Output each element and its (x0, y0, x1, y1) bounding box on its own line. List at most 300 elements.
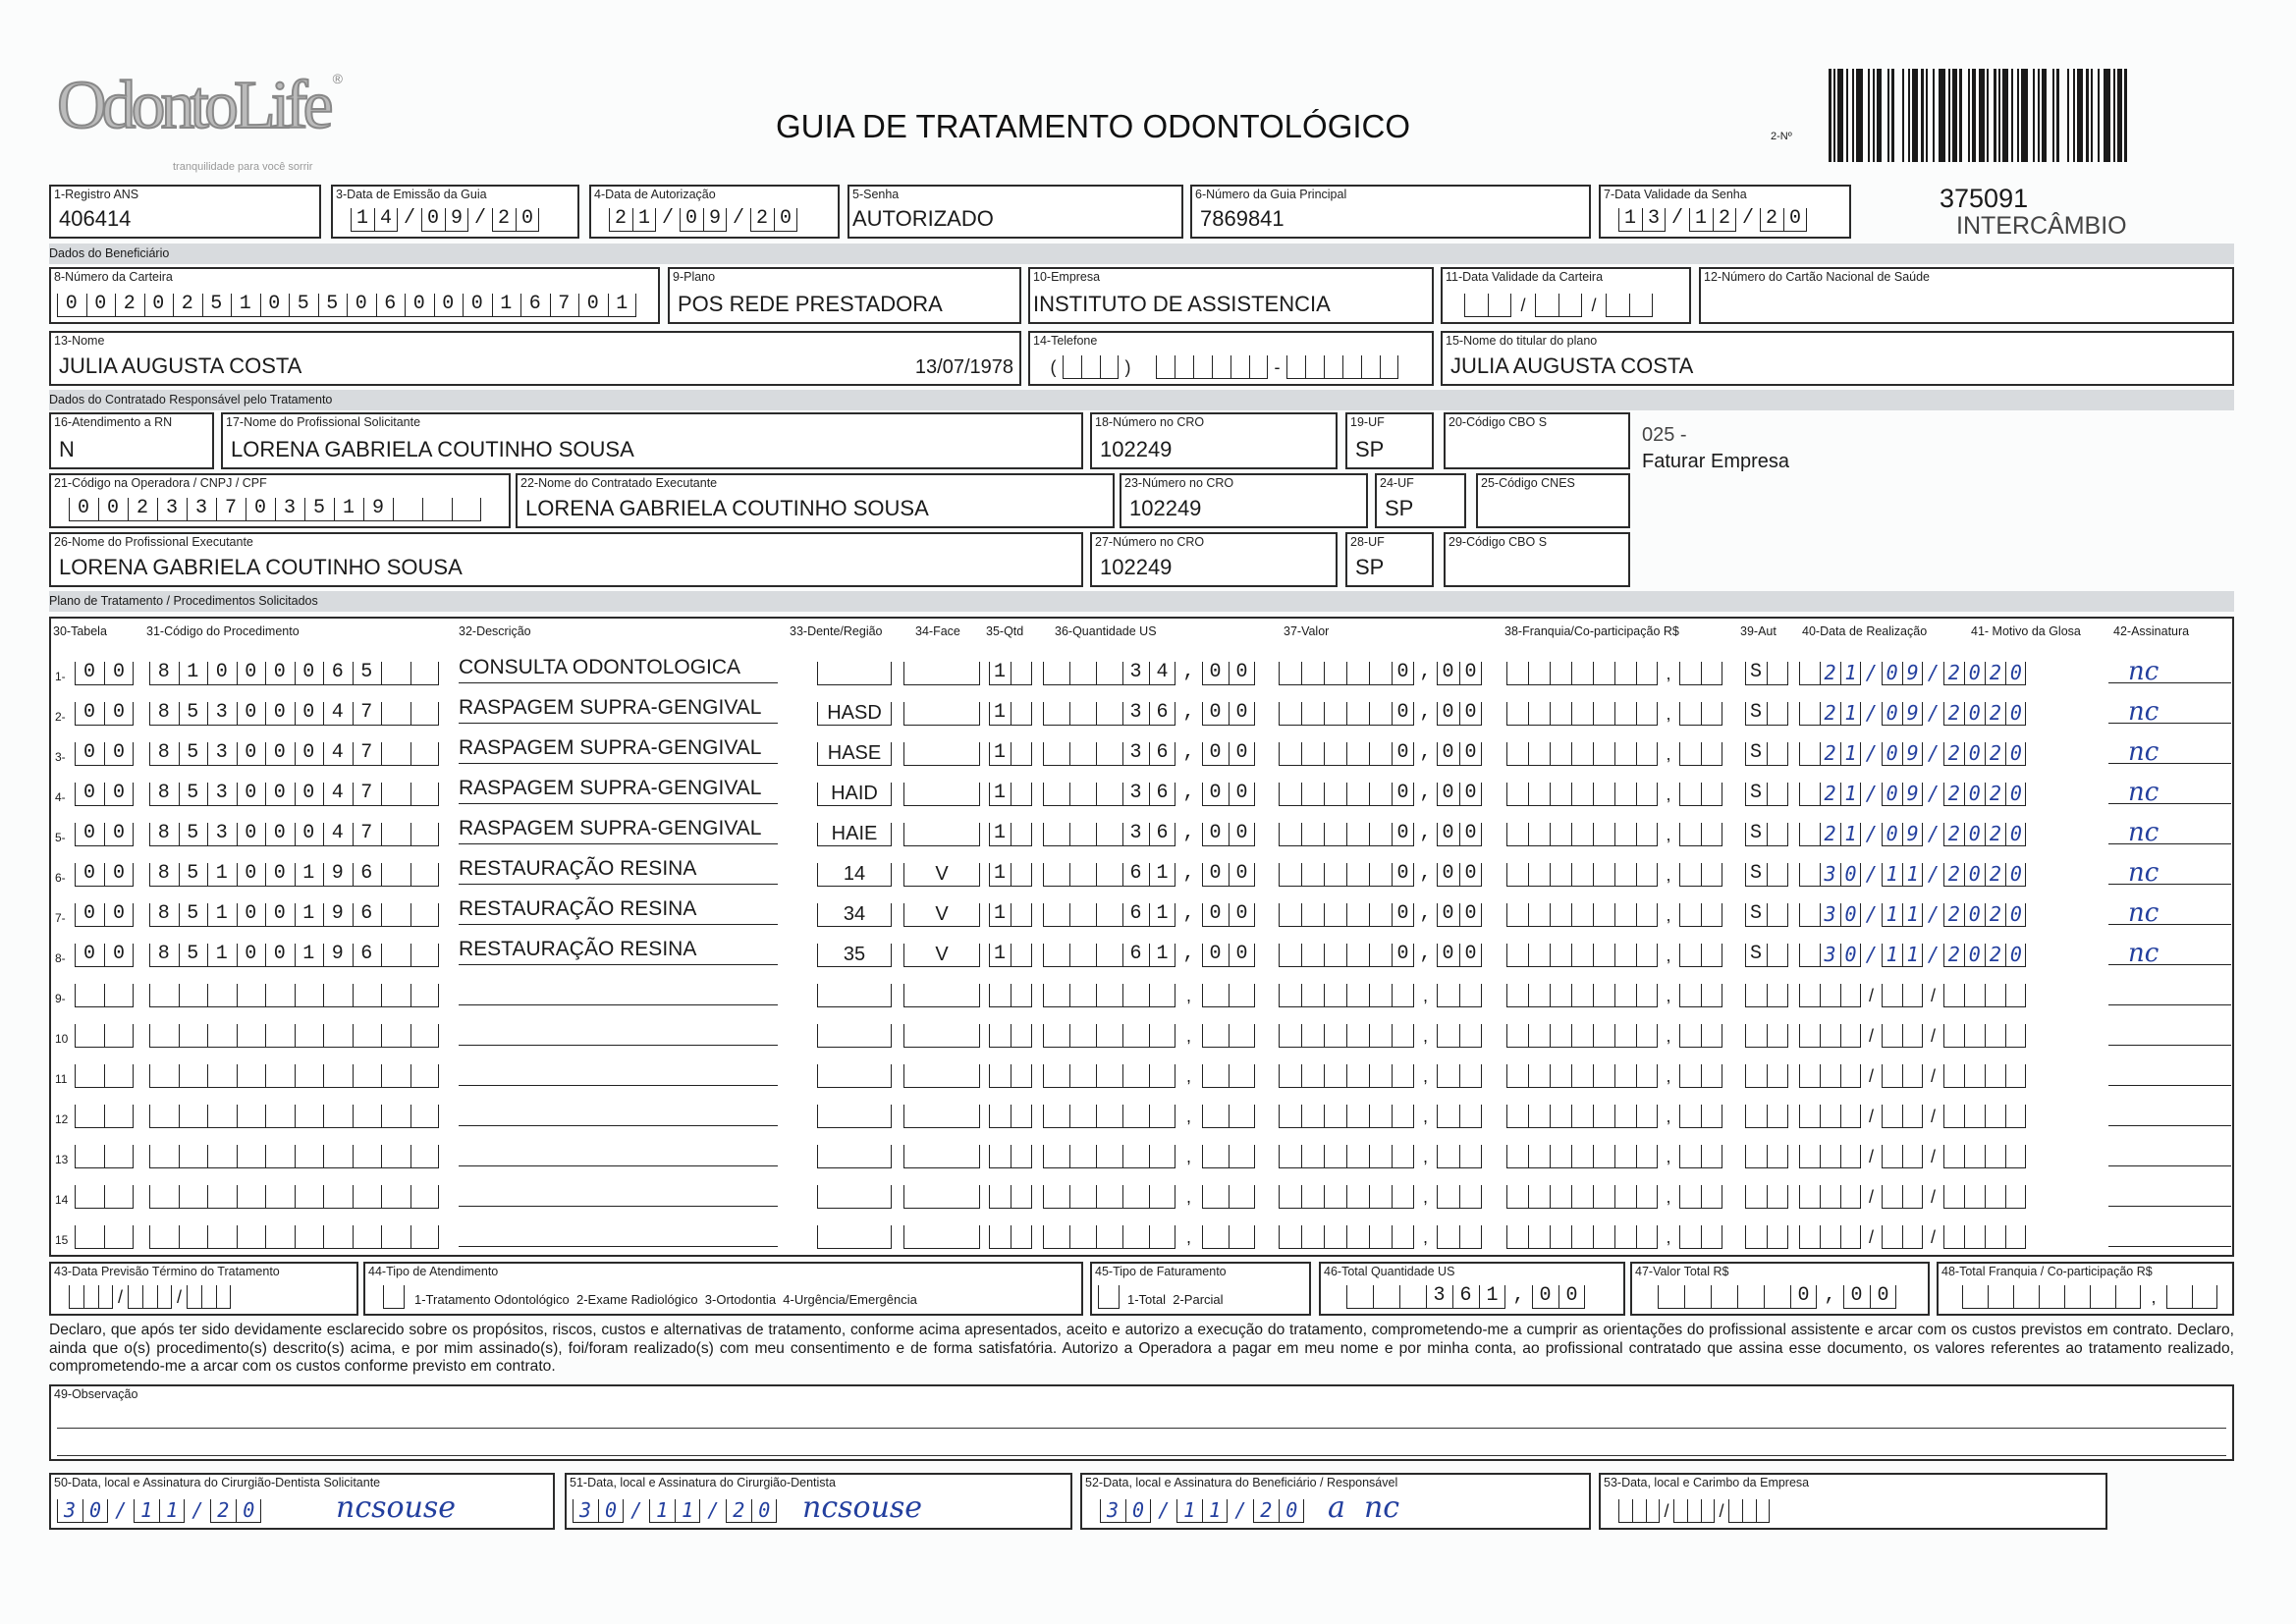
franquia-input[interactable] (1506, 940, 1722, 967)
franquia-input[interactable] (1506, 819, 1722, 846)
qtd-input[interactable] (989, 1181, 1032, 1209)
face-input[interactable] (903, 738, 980, 766)
table-row (51, 1137, 2232, 1170)
dente-input[interactable] (817, 1221, 892, 1249)
comb-cell (1069, 944, 1096, 967)
field-value[interactable]: 102249 (1129, 496, 1202, 520)
assinatura-field[interactable] (2108, 936, 2231, 968)
face-input[interactable] (903, 1221, 980, 1249)
tabela-input[interactable] (75, 1181, 134, 1209)
comb-value (903, 701, 980, 725)
field-cbo-solicitante (1444, 412, 1630, 469)
codigo-input[interactable] (149, 1101, 439, 1128)
qtd-input[interactable] (989, 899, 1032, 927)
field-value[interactable]: N (59, 437, 75, 461)
codigo-input[interactable] (149, 1181, 439, 1209)
valor-input[interactable] (1279, 1101, 1482, 1128)
total-franquia-input[interactable] (1962, 1281, 2217, 1309)
assinatura-field[interactable] (2108, 1177, 2231, 1207)
comb-cell (295, 1185, 324, 1209)
descricao-field[interactable] (459, 1097, 778, 1126)
comb-cell (1701, 662, 1722, 685)
comb-cell (1799, 863, 1820, 887)
descricao-field[interactable]: RESTAURAÇÃO RESINA (459, 855, 778, 885)
franquia-input[interactable] (1506, 1060, 1722, 1088)
comb-cell (1528, 783, 1550, 806)
comb-cell (1701, 1024, 1722, 1048)
descricao-field[interactable]: RASPAGEM SUPRA-GENGIVAL (459, 775, 778, 804)
col-header-aut: 39-Aut (1740, 624, 1777, 638)
tabela-input[interactable] (75, 658, 143, 685)
aut-input[interactable] (1745, 658, 1788, 685)
comb-cell (410, 823, 440, 846)
section-title: Dados do Beneficiário (49, 246, 170, 260)
data-realizacao-input[interactable] (1799, 899, 2031, 927)
descricao-field[interactable]: RASPAGEM SUPRA-GENGIVAL (459, 694, 778, 724)
comb-value (903, 1224, 980, 1248)
tipo-faturamento-input[interactable] (1098, 1281, 1120, 1309)
qtd-us-input[interactable] (1043, 1141, 1255, 1168)
valor-input[interactable] (1279, 698, 1488, 726)
valor-input[interactable] (1279, 980, 1482, 1007)
qtd-input[interactable] (989, 859, 1032, 887)
field-value[interactable]: AUTORIZADO (852, 206, 994, 231)
face-input[interactable] (903, 819, 980, 846)
descricao-field[interactable]: RASPAGEM SUPRA-GENGIVAL (459, 734, 778, 764)
qtd-us-input[interactable] (1043, 1221, 1255, 1249)
comb-cell (1550, 984, 1571, 1007)
dente-input[interactable] (817, 779, 892, 806)
qtd-input[interactable] (989, 1020, 1032, 1048)
comb-cell (381, 984, 410, 1007)
qtd-us-input[interactable] (1043, 658, 1263, 685)
field-observacao[interactable] (49, 1384, 2234, 1461)
franquia-input[interactable] (1506, 1221, 1722, 1249)
comb-cell (323, 1225, 353, 1249)
valor-input[interactable] (1279, 859, 1488, 887)
table-row (51, 855, 2232, 889)
assinatura-field[interactable] (2108, 1218, 2231, 1247)
total-us-input[interactable] (1346, 1281, 1593, 1309)
dente-input[interactable] (817, 1101, 892, 1128)
qtd-input[interactable] (989, 738, 1032, 766)
qtd-us-input[interactable] (1043, 859, 1263, 887)
franquia-input[interactable] (1506, 658, 1722, 685)
dente-input[interactable] (817, 738, 892, 766)
data-realizacao-input[interactable] (1799, 1221, 2026, 1249)
comb-cell (1767, 1145, 1788, 1168)
face-input[interactable] (903, 1141, 980, 1168)
card-number-input[interactable] (57, 290, 645, 317)
data-realizacao-input[interactable] (1799, 1020, 2026, 1048)
assinatura-field[interactable] (2108, 895, 2231, 928)
dente-input[interactable] (817, 658, 892, 685)
assinatura-field[interactable] (2108, 654, 2231, 686)
aut-input[interactable] (1745, 1060, 1788, 1088)
aut-input[interactable] (1745, 899, 1788, 927)
comb-cell (1550, 903, 1571, 927)
assinatura-field[interactable] (2108, 734, 2231, 767)
comb-cell (149, 1185, 179, 1209)
valor-input[interactable] (1279, 1020, 1482, 1048)
phone-input[interactable] (1044, 352, 1398, 379)
tabela-input[interactable] (75, 1101, 134, 1128)
aut-input[interactable] (1745, 859, 1788, 887)
face-input[interactable] (903, 1101, 980, 1128)
aut-input[interactable] (1745, 738, 1788, 766)
valor-input[interactable] (1279, 658, 1488, 685)
franquia-input[interactable] (1506, 1020, 1722, 1048)
barcode-bar (1852, 69, 1854, 162)
dente-input[interactable] (817, 1141, 892, 1168)
date-input[interactable] (1618, 1495, 1770, 1523)
comb-cell (1701, 984, 1722, 1007)
comb-cell (1069, 1145, 1096, 1168)
face-input[interactable] (903, 980, 980, 1007)
field-value[interactable]: 406414 (59, 206, 132, 231)
assinatura-field[interactable] (2108, 1097, 2231, 1126)
field-label: 19-UF (1350, 415, 1385, 429)
comb-cell (989, 1064, 1011, 1088)
comb-cell (1346, 662, 1369, 685)
tabela-input[interactable] (75, 1141, 134, 1168)
comb-cell (353, 1185, 382, 1209)
qtd-input[interactable] (989, 658, 1032, 685)
qtd-input[interactable] (989, 698, 1032, 726)
comb-cell (1679, 1105, 1701, 1128)
codigo-input[interactable] (149, 738, 439, 766)
comb-cell (1301, 783, 1324, 806)
assinatura-field[interactable] (2108, 1137, 2231, 1166)
franquia-input[interactable] (1506, 899, 1722, 927)
comb-cell (1229, 1145, 1255, 1168)
aut-input[interactable] (1745, 698, 1788, 726)
descricao-field[interactable]: RESTAURAÇÃO RESINA (459, 936, 778, 965)
field-label: 9-Plano (673, 270, 716, 284)
qtd-us-input[interactable] (1043, 738, 1263, 766)
cnpj-input[interactable] (69, 494, 481, 521)
codigo-input[interactable] (149, 698, 439, 726)
aut-input[interactable] (1745, 1141, 1788, 1168)
tipo-atendimento-options: 1-Tratamento Odontológico 2-Exame Radiológico 3-Ortodontia 4-Urgência/Emergência (414, 1292, 917, 1307)
comb-cell (1767, 1105, 1788, 1128)
face-input[interactable] (903, 1181, 980, 1209)
data-realizacao-input[interactable] (1799, 1181, 2026, 1209)
comb-cell (1701, 742, 1722, 766)
qtd-input[interactable] (989, 1060, 1032, 1088)
codigo-input[interactable] (149, 940, 439, 967)
field-value[interactable]: POS REDE PRESTADORA (678, 292, 943, 316)
comb-cell (1346, 1024, 1369, 1048)
valor-input[interactable] (1279, 1060, 1482, 1088)
face-input[interactable] (903, 779, 980, 806)
field-value[interactable]: SP (1355, 555, 1385, 579)
comb-cell (1964, 1185, 1985, 1209)
comb-cell (179, 1064, 208, 1088)
face-input[interactable] (903, 1060, 980, 1088)
comb-cell (1985, 984, 2005, 1007)
qtd-us-input[interactable] (1043, 1181, 1255, 1209)
comb-cell (410, 783, 440, 806)
field-value[interactable]: LORENA GABRIELA COUTINHO SOUSA (231, 437, 634, 461)
qtd-us-input[interactable] (1043, 1020, 1255, 1048)
tabela-input[interactable] (75, 819, 143, 846)
field-value[interactable]: JULIA AUGUSTA COSTA (59, 353, 302, 378)
comb-cell (149, 1024, 179, 1048)
comb-cell (1799, 1105, 1820, 1128)
dente-input[interactable] (817, 1020, 892, 1048)
field-assinatura-dentista (565, 1473, 1072, 1530)
descricao-field[interactable] (459, 976, 778, 1005)
comb-cell (1361, 355, 1380, 379)
face-input[interactable] (903, 698, 980, 726)
codigo-input[interactable] (149, 1221, 439, 1249)
comb-cell (1799, 1024, 1820, 1048)
assinatura-field[interactable] (2108, 815, 2231, 847)
aut-input[interactable] (1745, 980, 1788, 1007)
dente-input[interactable] (817, 899, 892, 927)
signature-date[interactable] (57, 1495, 269, 1523)
aut-input[interactable] (1745, 819, 1788, 846)
comb-cell (179, 984, 208, 1007)
comb-cell (1745, 1024, 1767, 1048)
field-label: 5-Senha (852, 188, 900, 201)
qtd-us-input[interactable] (1043, 1060, 1255, 1088)
franquia-input[interactable] (1506, 1141, 1722, 1168)
qtd-input[interactable] (989, 819, 1032, 846)
codigo-input[interactable] (149, 779, 439, 806)
comb-cell (1902, 1145, 1923, 1168)
tabela-input[interactable] (75, 1221, 134, 1249)
comb-cell (1593, 1064, 1614, 1088)
franquia-input[interactable] (1506, 859, 1722, 887)
tabela-input[interactable] (75, 899, 143, 927)
data-realizacao-input[interactable] (1799, 1141, 2026, 1168)
qtd-us-input[interactable] (1043, 698, 1263, 726)
comb-cell (128, 1285, 142, 1309)
date-input[interactable] (1464, 290, 1653, 317)
descricao-field[interactable]: RESTAURAÇÃO RESINA (459, 895, 778, 925)
qtd-us-input[interactable] (1043, 899, 1263, 927)
data-realizacao-input[interactable] (1799, 940, 2031, 967)
qtd-input[interactable] (989, 1101, 1032, 1128)
field-value[interactable]: JULIA AUGUSTA COSTA (1450, 353, 1694, 378)
tabela-input[interactable] (75, 738, 143, 766)
qtd-us-input[interactable] (1043, 819, 1263, 846)
comb-cell (1063, 355, 1081, 379)
face-input[interactable] (903, 899, 980, 927)
comb-cell (1840, 1105, 1861, 1128)
face-input[interactable] (903, 658, 980, 685)
comb-cell (1279, 984, 1301, 1007)
codigo-input[interactable] (149, 899, 439, 927)
descricao-field[interactable] (459, 1056, 778, 1086)
signature-date[interactable] (573, 1495, 785, 1523)
signature-date[interactable] (1100, 1495, 1312, 1523)
aut-input[interactable] (1745, 1221, 1788, 1249)
codigo-input[interactable] (149, 1060, 439, 1088)
franquia-input[interactable] (1506, 779, 1722, 806)
aut-input[interactable] (1745, 940, 1788, 967)
valor-input[interactable] (1279, 738, 1488, 766)
valor-input[interactable] (1279, 1141, 1482, 1168)
codigo-input[interactable] (149, 1141, 439, 1168)
field-label: 44-Tipo de Atendimento (368, 1265, 499, 1278)
comb-cell (265, 1185, 295, 1209)
date-input[interactable] (351, 204, 546, 232)
valor-input[interactable] (1279, 899, 1488, 927)
comb-cell (207, 1185, 237, 1209)
comb-cell (149, 1225, 179, 1249)
tipo-atendimento-input[interactable] (383, 1281, 405, 1309)
comb-value: 1 (994, 943, 1016, 965)
comb-cell (157, 1285, 172, 1309)
tabela-input[interactable] (75, 859, 143, 887)
tabela-input[interactable] (75, 1060, 134, 1088)
comb-cell (1506, 1145, 1528, 1168)
row-number: 14 (55, 1193, 69, 1207)
codigo-input[interactable] (149, 658, 439, 685)
assinatura-field[interactable] (2108, 855, 2231, 888)
descricao-field[interactable]: RASPAGEM SUPRA-GENGIVAL (459, 815, 778, 844)
franquia-input[interactable] (1506, 1101, 1722, 1128)
table-row (51, 694, 2232, 728)
field-value[interactable]: SP (1355, 437, 1385, 461)
qtd-input[interactable] (989, 980, 1032, 1007)
qtd-us-input[interactable] (1043, 1101, 1255, 1128)
date-input[interactable] (609, 204, 804, 232)
comb-cell (207, 1064, 237, 1088)
comb-cell (216, 1285, 231, 1309)
field-value[interactable]: SP (1385, 496, 1414, 520)
aut-input[interactable] (1745, 779, 1788, 806)
comb-value: 34,00 (1129, 661, 1263, 683)
dente-input[interactable] (817, 980, 892, 1007)
franquia-input[interactable] (1506, 698, 1722, 726)
comb-cell (295, 1105, 324, 1128)
tabela-input[interactable] (75, 980, 134, 1007)
franquia-input[interactable] (1506, 1181, 1722, 1209)
dente-input[interactable] (817, 1181, 892, 1209)
comb-cell (1096, 783, 1122, 806)
franquia-input[interactable] (1506, 980, 1722, 1007)
comb-cell (1614, 742, 1636, 766)
comb-cell (1593, 863, 1614, 887)
dente-input[interactable] (817, 1060, 892, 1088)
codigo-input[interactable] (149, 819, 439, 846)
tabela-input[interactable] (75, 779, 143, 806)
aut-input[interactable] (1745, 1181, 1788, 1209)
descricao-field[interactable] (459, 1218, 778, 1247)
comb-cell (1673, 1499, 1687, 1523)
assinatura-field[interactable] (2108, 976, 2231, 1005)
comb-cell (1043, 944, 1069, 967)
valor-input[interactable] (1279, 819, 1488, 846)
valor-input[interactable] (1279, 1181, 1482, 1209)
franquia-input[interactable] (1506, 738, 1722, 766)
comb-cell (1614, 1105, 1636, 1128)
field-value[interactable]: LORENA GABRIELA COUTINHO SOUSA (59, 555, 463, 579)
field-value[interactable]: 102249 (1100, 555, 1173, 579)
comb-value: 0,00 (1797, 1284, 1904, 1307)
table-row (51, 734, 2232, 768)
field-value[interactable]: 102249 (1100, 437, 1173, 461)
face-input[interactable] (903, 1020, 980, 1048)
field-value[interactable]: LORENA GABRIELA COUTINHO SOUSA (525, 496, 929, 520)
data-realizacao-input[interactable] (1799, 698, 2031, 726)
qtd-input[interactable] (989, 940, 1032, 967)
dente-input[interactable] (817, 698, 892, 726)
descricao-field[interactable] (459, 1137, 778, 1166)
codigo-input[interactable] (149, 1020, 439, 1048)
assinatura-field[interactable] (2108, 775, 2231, 807)
data-realizacao-input[interactable] (1799, 738, 2031, 766)
comb-cell (104, 984, 134, 1007)
data-realizacao-input[interactable] (1799, 859, 2031, 887)
qtd-us-input[interactable] (1043, 779, 1263, 806)
qtd-input[interactable] (989, 1141, 1032, 1168)
descricao-field[interactable]: CONSULTA ODONTOLOGICA (459, 654, 778, 683)
date-input[interactable] (69, 1281, 231, 1309)
data-realizacao-input[interactable] (1799, 819, 2031, 846)
assinatura-field[interactable] (2108, 1016, 2231, 1046)
qtd-us-input[interactable] (1043, 980, 1255, 1007)
codigo-input[interactable] (149, 980, 439, 1007)
data-realizacao-input[interactable] (1799, 779, 2031, 806)
tipo-faturamento-options: 1-Total 2-Parcial (1127, 1292, 1224, 1307)
comb-cell (1571, 1145, 1593, 1168)
qtd-input[interactable] (989, 779, 1032, 806)
tabela-input[interactable] (75, 1020, 134, 1048)
face-input[interactable] (903, 859, 980, 887)
valor-input[interactable] (1279, 940, 1488, 967)
face-input[interactable] (903, 940, 980, 967)
total-value-input[interactable] (1658, 1281, 1904, 1309)
tabela-input[interactable] (75, 940, 143, 967)
descricao-field[interactable] (459, 1177, 778, 1207)
qtd-input[interactable] (989, 1221, 1032, 1249)
qtd-us-input[interactable] (1043, 940, 1263, 967)
valor-input[interactable] (1279, 779, 1488, 806)
comb-value: S (1750, 701, 1773, 724)
data-realizacao-input[interactable] (1799, 658, 2031, 685)
tabela-input[interactable] (75, 698, 143, 726)
comb-cell (1840, 1024, 1861, 1048)
comb-value: 85300047 (157, 822, 390, 844)
codigo-input[interactable] (149, 859, 439, 887)
data-realizacao-input[interactable] (1799, 980, 2026, 1007)
comb-cell (1902, 1105, 1923, 1128)
dente-input[interactable] (817, 859, 892, 887)
separator: / (1868, 1066, 1874, 1086)
comb-cell (1985, 1105, 2005, 1128)
dente-input[interactable] (817, 940, 892, 967)
data-realizacao-input[interactable] (1799, 1060, 2026, 1088)
descricao-field[interactable] (459, 1016, 778, 1046)
aut-input[interactable] (1745, 1101, 1788, 1128)
comb-value: 21/09/2020 (1824, 822, 2031, 845)
valor-input[interactable] (1279, 1221, 1482, 1249)
field-value[interactable]: INSTITUTO DE ASSISTENCIA (1033, 292, 1331, 316)
assinatura-field[interactable] (2108, 694, 2231, 727)
aut-input[interactable] (1745, 1020, 1788, 1048)
data-realizacao-input[interactable] (1799, 1101, 2026, 1128)
comb-cell (1043, 984, 1069, 1007)
dente-input[interactable] (817, 819, 892, 846)
date-input[interactable] (1618, 204, 1814, 232)
field-value[interactable]: 7869841 (1200, 206, 1285, 231)
assinatura-field[interactable] (2108, 1056, 2231, 1086)
